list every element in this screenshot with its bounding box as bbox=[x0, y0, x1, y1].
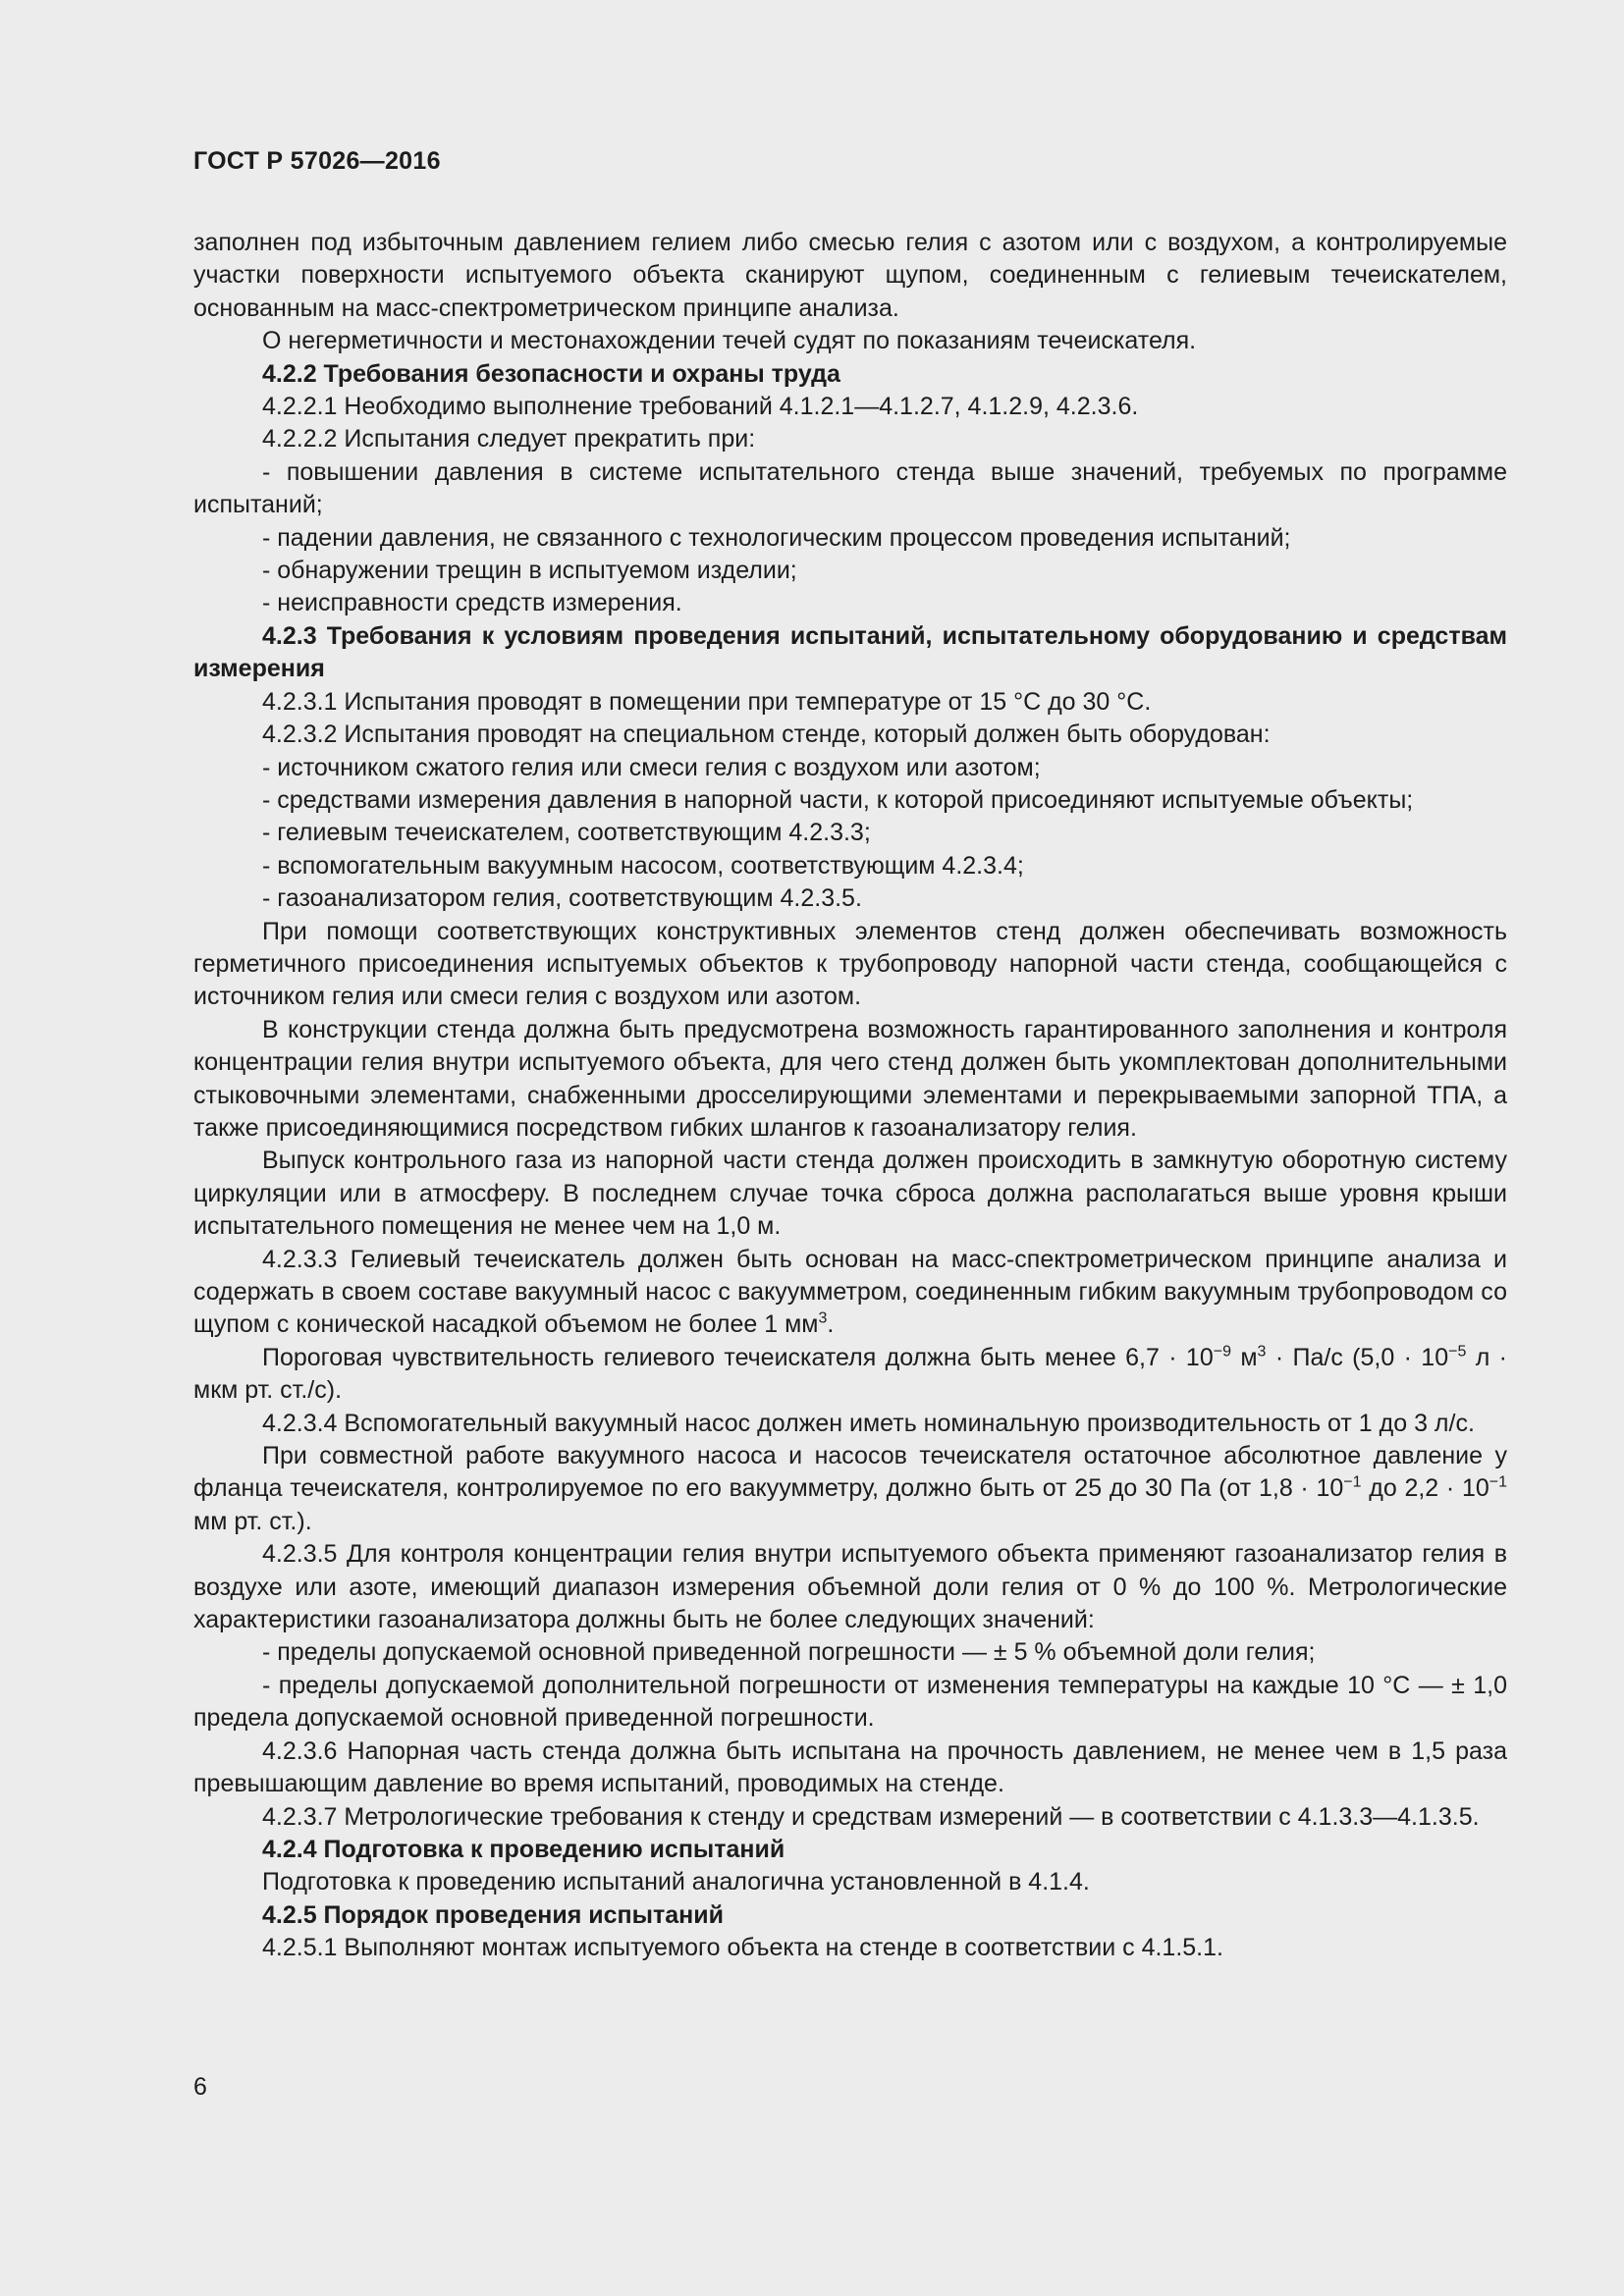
list-item: - пределы допускаемой дополнительной погрешности от изменения температуры на каждые 10 °С — ± 1,0 предела допускаемой основной приведенной погрешности. bbox=[193, 1671, 1507, 1733]
paragraph-continuation: заполнен под избыточным давлением гелием либо смесью гелия с азотом или с воздухом, а контролируемые участки поверхности испытуемого объекта сканируют щупом, соединенным с гелиевым течеискателем, основанным на масс-спектрометрическом принципе анализа. bbox=[193, 229, 1507, 322]
paragraph-4-2-3-5: 4.2.3.5 Для контроля концентрации гелия внутри испытуемого объекта применяют газоанализатор гелия в воздухе или азоте, имеющий диапазон измерения объемной доли гелия от 0 % до 100 %. Метрологические характеристики газоанализатора должны быть не более следующих значений: bbox=[193, 1540, 1507, 1634]
sensitivity-text: м bbox=[1230, 1343, 1258, 1371]
period: . bbox=[827, 1310, 835, 1339]
paragraph-4-2-3-2: 4.2.3.2 Испытания проводят на специальном стенде, который должен быть оборудован: bbox=[262, 721, 1271, 749]
paragraph-stand-connection: При помощи соответствующих конструктивных элементов стенд должен обеспечивать возможность герметичного присоединения испытуемых объектов к трубопроводу напорной части стенда, сообщающейся с источником гелия или смеси гелия с воздухом или азотом. bbox=[193, 917, 1507, 1011]
list-item: - источником сжатого гелия или смеси гелия с воздухом или азотом; bbox=[262, 753, 1041, 781]
heading-4-2-2: 4.2.2 Требования безопасности и охраны труда bbox=[262, 359, 840, 388]
paragraph-4-2-2-1: 4.2.2.1 Необходимо выполнение требований 4.1.2.1—4.1.2.7, 4.1.2.9, 4.2.3.6. bbox=[262, 393, 1139, 421]
paragraph-4-2-2-2: 4.2.2.2 Испытания следует прекратить при: bbox=[262, 425, 756, 454]
heading-4-2-5: 4.2.5 Порядок проведения испытаний bbox=[262, 1900, 724, 1929]
list-item: - повышении давления в системе испытательного стенда выше значений, требуемых по программе испытаний; bbox=[193, 457, 1507, 519]
superscript: 3 bbox=[1257, 1343, 1267, 1361]
pressure-text: до 2,2 · 10 bbox=[1361, 1474, 1489, 1503]
superscript: −5 bbox=[1448, 1343, 1467, 1361]
paragraph-leak-judgement: О негерметичности и местонахождении течей судят по показаниям течеискателя. bbox=[262, 327, 1197, 355]
heading-4-2-4: 4.2.4 Подготовка к проведению испытаний bbox=[262, 1835, 785, 1863]
paragraph-4-2-3-3-text: 4.2.3.3 Гелиевый течеискатель должен быть основан на масс-спектрометрическом принципе анализа и содержать в своем составе вакуумный насос с вакуумметром, соединенным гибким вакуумным трубопроводом со щупом с конической насадкой объемом не более 1 мм bbox=[193, 1245, 1507, 1339]
superscript: −1 bbox=[1489, 1474, 1507, 1492]
sensitivity-text: · Па/с (5,0 · 10 bbox=[1266, 1343, 1449, 1371]
list-item: - падении давления, не связанного с технологическим процессом проведения испытаний; bbox=[262, 523, 1291, 552]
paragraph-sensitivity bbox=[193, 1342, 1507, 1408]
list-item: - средствами измерения давления в напорной части, к которой присоединяют испытуемые объекты; bbox=[262, 785, 1414, 814]
paragraph-4-2-3-6: 4.2.3.6 Напорная часть стенда должна быть испытана на прочность давлением, не менее чем в 1,5 раза превышающим давление во время испытаний, проводимых на стенде. bbox=[193, 1736, 1507, 1798]
pressure-text: мм рт. ст.). bbox=[193, 1507, 312, 1535]
paragraph-stand-design: В конструкции стенда должна быть предусмотрена возможность гарантированного заполнения и контроля концентрации гелия внутри испытуемого объекта, для чего стенд должен быть укомплектован дополнительными стыковочными элементами, снабженными дросселирующими элементами и перекрываемыми запорной ТПА, а также присоединяющимися посредством гибких шлангов к газоанализатору гелия. bbox=[193, 1015, 1507, 1142]
list-item: - вспомогательным вакуумным насосом, соответствующим 4.2.3.4; bbox=[262, 851, 1024, 880]
list-item: - неисправности средств измерения. bbox=[262, 589, 682, 617]
paragraph-4-2-5-1: 4.2.5.1 Выполняют монтаж испытуемого объекта на стенде в соответствии с 4.1.5.1. bbox=[262, 1934, 1223, 1962]
list-item: - обнаружении трещин в испытуемом изделии; bbox=[262, 557, 797, 585]
list-item: - газоанализатором гелия, соответствующим 4.2.3.5. bbox=[262, 884, 862, 913]
paragraph-4-2-3-4: 4.2.3.4 Вспомогательный вакуумный насос должен иметь номинальную производительность от 1 до 3 л/с. bbox=[262, 1409, 1475, 1437]
paragraph-4-2-3-7: 4.2.3.7 Метрологические требования к стенду и средствам измерений — в соответствии с 4.1.3.3—4.1.3.5. bbox=[262, 1802, 1480, 1831]
page-number: 6 bbox=[193, 2073, 207, 2101]
paragraph-residual-pressure bbox=[193, 1440, 1507, 1538]
superscript: 3 bbox=[818, 1310, 828, 1328]
paragraph-gas-release: Выпуск контрольного газа из напорной части стенда должен происходить в замкнутую оборотную систему циркуляции или в атмосферу. В последнем случае точка сброса должна располагаться выше уровня крыши испытательного помещения не менее чем на 1,0 м. bbox=[193, 1147, 1507, 1241]
superscript: −9 bbox=[1213, 1343, 1231, 1361]
paragraph-4-2-4: Подготовка к проведению испытаний аналогична установленной в 4.1.4. bbox=[262, 1868, 1090, 1896]
heading-4-2-3: 4.2.3 Требования к условиям проведения испытаний, испытательному оборудованию и средствам измерения bbox=[193, 621, 1507, 683]
document-body bbox=[193, 227, 1507, 1965]
list-item: - гелиевым течеискателем, соответствующим 4.2.3.3; bbox=[262, 819, 871, 847]
document-header: ГОСТ Р 57026—2016 bbox=[193, 147, 441, 175]
sensitivity-text: л · мкм рт. ст./с). bbox=[193, 1343, 1507, 1405]
sensitivity-text: Пороговая чувствительность гелиевого течеискателя должна быть менее 6,7 · 10 bbox=[262, 1343, 1214, 1371]
pressure-text: При совместной работе вакуумного насоса и насосов течеискателя остаточное абсолютное давление у фланца течеискателя, контролируемое по его вакуумметру, должно быть от 25 до 30 Па (от 1,8 · 10 bbox=[193, 1442, 1507, 1503]
paragraph-4-2-3-1: 4.2.3.1 Испытания проводят в помещении при температуре от 15 °С до 30 °С. bbox=[262, 687, 1152, 716]
list-item: - пределы допускаемой основной приведенной погрешности — ± 5 % объемной доли гелия; bbox=[262, 1638, 1316, 1667]
superscript: −1 bbox=[1343, 1474, 1362, 1492]
paragraph-4-2-3-3 bbox=[193, 1244, 1507, 1342]
